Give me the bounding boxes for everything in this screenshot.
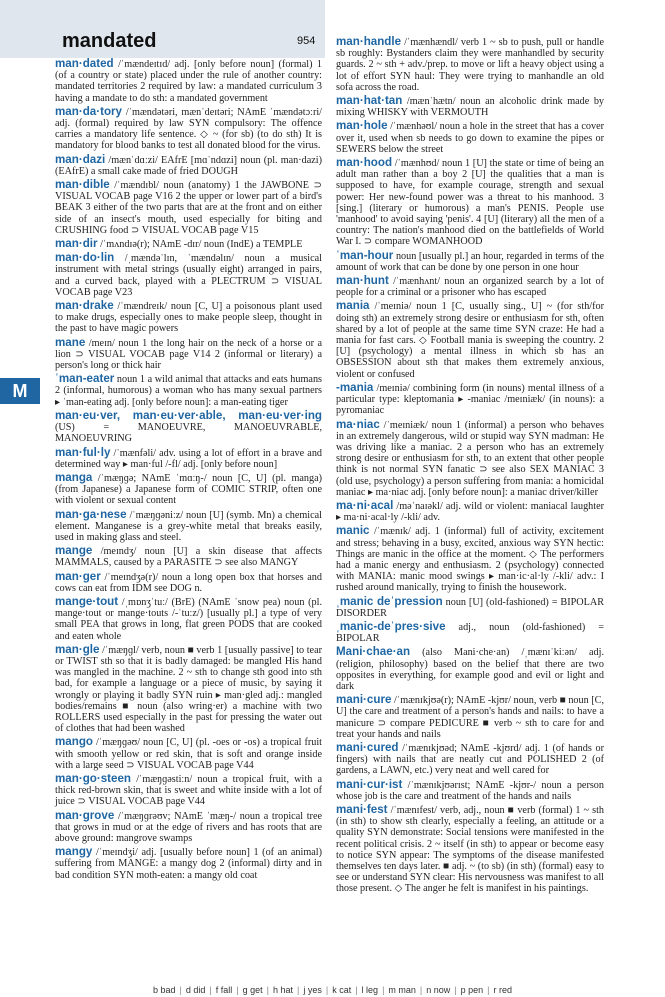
entry-headword[interactable]: man·hunt: [336, 274, 389, 288]
guide-word: mandated: [62, 30, 157, 52]
entry-headword[interactable]: mania: [336, 299, 370, 313]
entry-headword[interactable]: man·dazi: [55, 152, 106, 166]
entry-definition: noun 1 a wild animal that attacks and eats humans 2 (informal, humorous) a woman who has many sexual partners ▸ ˈman-eating adj. [only before noun]: a man-eating tiger: [55, 374, 322, 408]
dictionary-entry: [55, 596, 322, 642]
entry-definition: (also Mani·che·an) /ˌmænɪˈkiːən/ adj. (religion, philosophy) based on the belief that there are two opposites in everything, for example good and evil or light and dark: [336, 647, 604, 692]
dictionary-entry: [336, 742, 604, 777]
entry-headword[interactable]: ˈman-eater: [55, 372, 115, 386]
entry-definition: /meɪniə/ combining form (in nouns) mental illness of a particular type: kleptomania ▸ -maniac /meɪniæk/ (in nouns): a pyromaniac: [336, 382, 605, 417]
entry-headword[interactable]: mani·cure: [336, 693, 392, 707]
entry-definition: /ˈmæŋɡəstiːn/ noun a tropical fruit, with a thick red-brown skin, that is sweet and white inside with a lot of juice ⊃ VISUAL VOCAB page V44: [55, 773, 322, 808]
entry-headword[interactable]: man·hole: [336, 119, 388, 133]
entry-definition: /ˈmænhəʊl/ noun a hole in the street that has a cover over it, used when sb needs to go down to examine the pipes or SEWERS below the street: [336, 121, 604, 155]
key-separator: |: [209, 985, 212, 995]
entry-definition: /ˈmænfəli/ adv. using a lot of effort in a brave and determined way ▸ man·ful /-fl/ adj. [only before noun]: [55, 447, 323, 470]
pronunciation-key-item: h hat: [272, 985, 293, 995]
pronunciation-key: [0, 985, 665, 995]
dictionary-entry: [336, 646, 604, 692]
page-number: 954: [297, 35, 316, 47]
entry-headword[interactable]: man·dir: [55, 237, 98, 251]
dictionary-entry: [55, 179, 322, 236]
entry-headword[interactable]: ma·niac: [336, 417, 380, 431]
pronunciation-key-item: r red: [493, 985, 513, 995]
entry-definition: /ˈmænɪkjʊəd; NAmE -kjʊrd/ adj. 1 (of hands or fingers) with nails that are neatly cut and POLISHED 2 (of gardens, a LAWN, etc.) very neat and well cared for: [336, 742, 604, 777]
entry-definition: /ˈmeɪndʒi/ adj. [usually before noun] 1 (of an animal) suffering from MANGE: a mangy dog 2 (informal) dirty and in bad condition SYN moth-eaten: a mangy old coat: [55, 847, 323, 881]
entry-headword[interactable]: man·da·tory: [55, 104, 122, 118]
dictionary-entry: [55, 571, 322, 594]
header-band: [0, 0, 325, 58]
entry-definition: /ˈmænhʌnt/ noun an organized search by a lot of people for a criminal or a prisoner who has escaped: [336, 276, 605, 299]
entry-definition: /mænˈhætn/ noun an alcoholic drink made by mixing WHISKY with VERMOUTH: [336, 96, 605, 119]
dictionary-entry: [55, 644, 322, 735]
dictionary-entry: [336, 157, 604, 248]
entry-definition: adj., noun (old-fashioned) = BIPOLAR: [336, 621, 604, 645]
entry-definition: /ˌmɒnʒˈtuː/ (BrE) (NAmE ˈsnow pea) noun (pl. mange·tout or mange·touts /-ˈtuːz/) [usually pl.] a type of very small PEA that grows in long, flat green PODS that are cooked and eaten whole: [55, 596, 323, 642]
pronunciation-key-item: k cat: [332, 985, 352, 995]
dictionary-entry: [336, 419, 604, 498]
entry-headword[interactable]: ˈman-hour: [336, 248, 394, 262]
entry-headword[interactable]: manga: [55, 470, 93, 484]
entry-headword[interactable]: man·hat·tan: [336, 94, 403, 108]
dictionary-entry: [55, 810, 322, 845]
dictionary-entry: [55, 58, 322, 104]
entry-headword[interactable]: mangy: [55, 845, 93, 859]
pronunciation-key-item: g get: [242, 985, 263, 995]
entry-headword[interactable]: mango: [55, 735, 94, 749]
entry-definition: /ˈmænɪk/ adj. 1 (informal) full of activity, excitement and stress; behaving in a busy, excited, anxious way SYN hectic: Things are manic in the office at the moment. ◇ The performers had a manic energy and enthusiasm. 2 (psychology) connected with MANIA: manic mood swings ▸ man·ic·al·ly /-kli/ adv.: I rushed around manically, trying to finish the housework.: [336, 526, 604, 594]
dictionary-entry: [55, 252, 322, 298]
key-separator: |: [179, 985, 182, 995]
entry-definition: /ˈmændeɪtɪd/ adj. [only before noun] (formal) 1 (of a country or state) placed under the rule of another country: mandated territories 2 required by law: a mandated curriculum 3 having a mandate to do sth: a mandated government: [55, 59, 323, 104]
entry-headword[interactable]: ˌmanic deˈpression: [336, 594, 443, 608]
pronunciation-key-item: b bad: [152, 985, 176, 995]
key-separator: |: [325, 985, 329, 995]
entry-headword[interactable]: man·eu·ver, man·eu·ver·able, man·eu·ver·ing: [55, 408, 322, 422]
entry-headword[interactable]: mange: [55, 544, 93, 558]
dictionary-entry: [336, 36, 604, 93]
entry-definition: /ˈmænhʊd/ noun 1 [U] the state or time of being an adult man rather than a boy 2 [U] the qualities that a man is supposed to have, for example courage, strength and sexual power: Her new-found power was a threat to his manhood. 3 [sing.] (literary or humorous) a man's PENIS. People use 'manhood' to avoid saying 'penis'. 4 [U] (literary) all the men of a country: The nation's manhood died on the battlefields of World War I. ⊃ compare WOMANHOOD: [336, 158, 605, 248]
dictionary-entry: [336, 621, 604, 644]
entry-headword[interactable]: man·hood: [336, 156, 393, 170]
entry-definition: /ˈmæŋɡə; NAmE ˈmɑːŋ-/ noun [C, U] (pl. manga) (from Japanese) a Japanese form of COMIC STRIP, often one with violent or sexual content: [55, 472, 323, 507]
dictionary-entry: [336, 95, 604, 118]
entry-definition: /ˈmændɪbl/ noun (anatomy) 1 the JAWBONE ⊃ VISUAL VOCAB page V16 2 the upper or lower part of a bird's BEAK 3 either of the two parts that are at the front and on either side of an insect's mouth, used especially for biting and CRUSHING food ⊃ VISUAL VOCAB page V15: [55, 180, 322, 236]
entry-definition: /ˈmeɪndʒə(r)/ noun a long open box that horses and cows can eat from IDM see DOG n.: [55, 571, 322, 594]
dictionary-entry: [336, 596, 604, 619]
pronunciation-key-item: f fall: [215, 985, 233, 995]
entry-definition: /ˈmændreɪk/ noun [C, U] a poisonous plant used to make drugs, especially ones to make people sleep, thought in the past to have magic powers: [55, 301, 323, 335]
key-separator: |: [382, 985, 385, 995]
dictionary-entry: [55, 472, 322, 507]
entry-headword[interactable]: man·gle: [55, 642, 100, 656]
dictionary-entry: [336, 525, 604, 593]
entry-definition: /ˈmændətəri, mænˈdeɪtəri; NAmE ˈmændətɔːri/ adj. (formal) required by law SYN compulsory: The offence carries a mandatory life sentence. ◇ ~ (for sb) (to do sth) It is mandatory for blood banks to test all donated blood for the virus.: [55, 106, 322, 152]
dictionary-entry: [336, 275, 604, 298]
entry-definition: /ˈmænhændl/ verb 1 ~ sb to push, pull or handle sb roughly: Bystanders claim they were manhandled by security guards. 2 ~ sth + adv./prep. to move or lift a heavy object using a lot of effort SYN haul: They were trying to manhandle an old sofa across the road.: [336, 37, 605, 93]
pronunciation-key-item: p pen: [460, 985, 484, 995]
dictionary-entry: [55, 300, 322, 335]
pronunciation-key-item: d did: [185, 985, 206, 995]
dictionary-entry: [55, 773, 322, 808]
key-separator: |: [355, 985, 358, 995]
key-separator: |: [487, 985, 490, 995]
entry-definition: noun [usually pl.] an hour, regarded in terms of the amount of work that can be done by one person in one hour: [336, 250, 605, 273]
entry-headword[interactable]: manic: [336, 524, 370, 538]
entry-definition: /mænˈdɑːzi/ EAfrE [mɑˈndɑzi] noun (pl. man·dazi) (EAfrE) a small cake made of fried DOUGH: [55, 154, 323, 177]
dictionary-entry: [55, 337, 322, 372]
dictionary-entry: [336, 382, 604, 417]
entry-headword[interactable]: man·dible: [55, 178, 110, 192]
key-separator: |: [266, 985, 269, 995]
dictionary-entry: [336, 694, 604, 740]
key-separator: |: [236, 985, 239, 995]
dictionary-entry: [336, 120, 604, 155]
entry-definition: /ˈmænɪkjʊərɪst; NAmE -kjʊr-/ noun a person whose job is the care and treatment of the hands and nails: [336, 779, 604, 802]
entry-headword[interactable]: -mania: [336, 380, 374, 394]
entry-headword[interactable]: Mani·chae·an: [336, 645, 411, 659]
pronunciation-key-item: m man: [388, 985, 416, 995]
pronunciation-key-item: l leg: [361, 985, 379, 995]
entry-headword[interactable]: mani·cured: [336, 740, 399, 754]
key-separator: |: [296, 985, 300, 995]
entry-definition: /ˈmæŋɡəʊ/ noun [C, U] (pl. -oes or -os) a tropical fruit with smooth yellow or red skin, that is soft and orange inside with a large seed ⊃ VISUAL VOCAB page V44: [55, 737, 322, 771]
dictionary-entry: [336, 250, 604, 273]
thumb-index-tab[interactable]: M: [0, 378, 40, 404]
entry-headword[interactable]: man·do·lin: [55, 251, 115, 265]
dictionary-entry: [55, 509, 322, 544]
entry-definition: /ˌmændəˈlɪn, ˈmændəlɪn/ noun a musical instrument with metal strings (usually eight) arranged in pairs, and a curved back, played with a PLECTRUM ⊃ VISUAL VOCAB page V23: [55, 253, 322, 298]
dictionary-entry: [55, 373, 322, 408]
dictionary-entry: [55, 410, 322, 445]
entry-definition: (US) = MANOEUVRE, MANOEUVRABLE, MANOEUVRING: [55, 422, 322, 445]
entry-headword[interactable]: ˌmanic-deˈpres·sive: [336, 619, 446, 633]
entry-headword[interactable]: man·go·steen: [55, 771, 132, 785]
entry-definition: /ˈmænɪkjʊə(r); NAmE -kjʊr/ noun, verb ■ noun [C, U] the care and treatment of a person's hands and nails: to have a manicure ⊃ compare PEDICURE ■ verb ~ sth to care for and treat your hands and nails: [336, 695, 604, 740]
entry-headword[interactable]: man·ga·nese: [55, 507, 127, 521]
left-column: [55, 58, 322, 883]
dictionary-entry: [55, 447, 322, 470]
entry-definition: /ˈmænɪfest/ verb, adj., noun ■ verb (formal) 1 ~ sth (in sth) to show sth clearly, especially a feeling, an attitude or a quality SYN demonstrate: Social tensions were manifested in the recent political crisis. 2 ~ itself (in sth) to appear or become easy to notice SYN appear: The symptoms of the disease manifested themselves ten days later. ■ adj. ~ (to sb) (in sth) (formal) easy to see or understand SYN clear: His nervousness was manifest to all those present. ◇ The anger he felt is manifest in his paintings.: [336, 805, 604, 895]
entry-headword[interactable]: mani·cur·ist: [336, 777, 403, 791]
dictionary-entry: [55, 154, 322, 177]
dictionary-entry: [55, 545, 322, 568]
entry-headword[interactable]: ma·ni·acal: [336, 498, 394, 512]
entry-headword[interactable]: man·grove: [55, 808, 115, 822]
dictionary-entry: [55, 736, 322, 771]
entry-definition: /ˈmʌndɪə(r); NAmE -dɪr/ noun (IndE) a TEMPLE: [100, 239, 303, 251]
entry-headword[interactable]: man·drake: [55, 299, 114, 313]
key-separator: |: [454, 985, 457, 995]
entry-definition: /ˈmæŋɡl/ verb, noun ■ verb 1 [usually passive] to tear or TWIST sth so that it is badly damaged: be mangled His hand was mangled in the machine. 2 ~ sth to change sth good into sth bad, for example a language or a piece of music, by saying it wrongly or playing it badly SYN ruin ▸ man·gled adj.: mangled bodies/remains ■ noun (also wring·er) a machine with two ROLLERS used especially in the past for pressing the water out of clothes that had been washed: [55, 644, 322, 735]
entry-definition: noun [U] (old-fashioned) = BIPOLAR DISORDER: [336, 596, 604, 619]
entry-headword[interactable]: mange·tout: [55, 594, 119, 608]
dictionary-entry: [336, 804, 604, 895]
dictionary-entry: [336, 500, 604, 523]
entry-headword[interactable]: mani·fest: [336, 803, 388, 816]
entry-headword[interactable]: man·handle: [336, 35, 402, 48]
right-column: [336, 36, 604, 897]
dictionary-entry: [336, 779, 604, 802]
entry-headword[interactable]: mane: [55, 335, 86, 349]
dictionary-entry: [55, 238, 322, 250]
entry-definition: /ˈmeɪniə/ noun 1 [C, usually sing., U] ~ (for sth/for doing sth) an extremely strong desire or enthusiasm for sth, often shared by a lot of people at the same time SYN craze: He had a mania for fast cars. ◇ Football mania is sweeping the country. 2 [U] (psychology) a mental illness in which sb has an OBSESSION about sth that makes them extremely anxious, violent or confused: [336, 301, 605, 380]
entry-headword[interactable]: man·ful·ly: [55, 445, 111, 459]
key-separator: |: [419, 985, 423, 995]
dictionary-entry: [55, 846, 322, 881]
entry-headword[interactable]: man·dated: [55, 57, 114, 70]
entry-definition: /ˈmæŋɡəniːz/ noun [U] (symb. Mn) a chemical element. Manganese is a grey-white metal that breaks easily, used in making glass and steel.: [55, 509, 322, 543]
entry-definition: /meɪn/ noun 1 the long hair on the neck of a horse or a lion ⊃ VISUAL VOCAB page V14 2 (informal or literary) a person's long or thick hair: [55, 337, 323, 372]
entry-definition: /ˈmæŋɡrəʊv; NAmE ˈmæŋ-/ noun a tropical tree that grows in mud or at the edge of rivers and has roots that are above ground: mangrove swamps: [55, 810, 322, 844]
entry-definition: /məˈnaɪəkl/ adj. wild or violent: maniacal laughter ▸ ma·ni·acal·ly /-kli/ adv.: [336, 500, 605, 524]
entry-headword[interactable]: man·ger: [55, 569, 101, 583]
pronunciation-key-item: n now: [426, 985, 451, 995]
entry-definition: /meɪndʒ/ noun [U] a skin disease that affects MAMMALS, caused by a PARASITE ⊃ see also MANGY: [55, 546, 323, 569]
dictionary-entry: [55, 106, 322, 152]
entry-definition: /ˈmeɪniæk/ noun 1 (informal) a person who behaves in an extremely dangerous, wild or stupid way SYN madman: He was driving like a maniac. 2 a person who has an extremely strong desire or enthusiasm for sth, to an extent that other people think is not normal SYN fanatic ⊃ see also SEX MANIAC 3 (old use, psychology) a person suffering from mania: a homicidal maniac ▸ ma·niac adj. [only before noun]: a maniac driver/killer: [336, 419, 605, 498]
pronunciation-key-item: j yes: [303, 985, 322, 995]
dictionary-entry: [336, 300, 604, 379]
